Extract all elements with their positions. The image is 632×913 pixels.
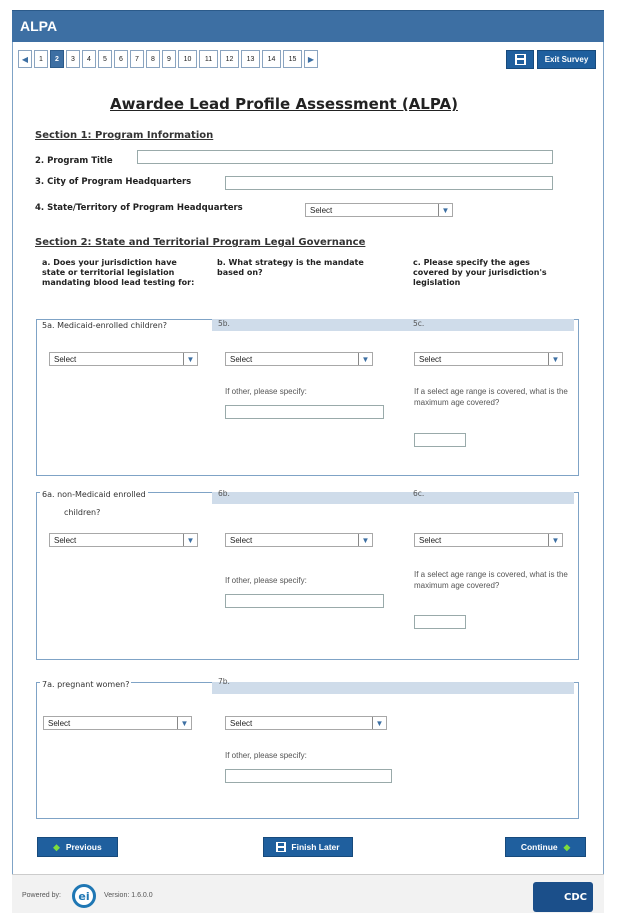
6c-select-value: Select xyxy=(419,535,442,545)
group-5a-label: 5a. Medicaid-enrolled children? xyxy=(42,321,168,330)
chevron-down-icon: ▼ xyxy=(183,353,197,365)
group-5b-label: 5b. xyxy=(218,319,230,328)
city-label: 3. City of Program Headquarters xyxy=(35,177,192,187)
page-title: Awardee Lead Profile Assessment (ALPA) xyxy=(110,95,458,113)
exit-survey-button[interactable]: Exit Survey xyxy=(537,50,596,69)
chevron-down-icon: ▼ xyxy=(548,353,562,365)
page-button-3[interactable]: 3 xyxy=(66,50,80,68)
page-button-8[interactable]: 8 xyxy=(146,50,160,68)
page-button-9[interactable]: 9 xyxy=(162,50,176,68)
state-label: 4. State/Territory of Program Headquarters xyxy=(35,203,243,213)
7b-select[interactable] xyxy=(225,716,387,730)
6b-other-input[interactable] xyxy=(225,594,384,608)
page-button-11[interactable]: 11 xyxy=(199,50,218,68)
5c-select-value: Select xyxy=(419,354,442,364)
pager-next-button[interactable] xyxy=(304,50,318,68)
group-7a-label: 7a. pregnant women? xyxy=(42,680,130,689)
floppy-disk-icon xyxy=(515,54,526,65)
page-navigator xyxy=(18,50,318,70)
5c-max-age-input[interactable] xyxy=(414,433,466,447)
group-6a-label: 6a. non-Medicaid enrolled xyxy=(42,490,146,499)
5c-max-age-label: If a select age range is covered, what is the maximum age covered? xyxy=(414,387,568,407)
page-button-13[interactable]: 13 xyxy=(241,50,260,68)
page-button-7[interactable]: 7 xyxy=(130,50,144,68)
arrow-left-icon: ◆ xyxy=(53,841,60,852)
previous-label: Previous xyxy=(65,842,102,852)
group-7-header-bar xyxy=(212,682,574,694)
6c-max-age-label: If a select age range is covered, what is the maximum age covered? xyxy=(414,570,568,590)
group-5c-label: 5c. xyxy=(413,319,425,328)
group-6-header-bar xyxy=(212,492,574,504)
column-b-header: b. What strategy is the mandate based on? xyxy=(217,258,364,277)
app-title: ALPA xyxy=(20,18,58,34)
5a-select-value: Select xyxy=(54,354,77,364)
section1-title: Section 1: Program Information xyxy=(35,130,214,141)
state-select[interactable] xyxy=(305,203,453,217)
cdc-logo xyxy=(533,882,593,912)
7b-select-value: Select xyxy=(230,718,253,728)
chevron-down-icon: ▼ xyxy=(358,534,372,546)
5b-other-input[interactable] xyxy=(225,405,384,419)
page-button-6[interactable]: 6 xyxy=(114,50,128,68)
save-button[interactable] xyxy=(506,50,534,69)
7a-select-value: Select xyxy=(48,718,71,728)
6c-select[interactable] xyxy=(414,533,563,547)
6a-select[interactable] xyxy=(49,533,198,547)
5b-select[interactable] xyxy=(225,352,373,366)
5b-other-label: If other, please specify: xyxy=(225,387,307,396)
chevron-down-icon: ▼ xyxy=(438,204,452,216)
page-button-4[interactable]: 4 xyxy=(82,50,96,68)
section2-title: Section 2: State and Territorial Program Legal Governance xyxy=(35,237,366,248)
chevron-down-icon: ▼ xyxy=(183,534,197,546)
page-button-15[interactable]: 15 xyxy=(283,50,302,68)
7b-other-label: If other, please specify: xyxy=(225,751,307,760)
group-7b-label: 7b. xyxy=(218,677,230,686)
6b-other-label: If other, please specify: xyxy=(225,576,307,585)
continue-button[interactable] xyxy=(505,837,586,857)
previous-button[interactable] xyxy=(37,837,118,857)
5c-select[interactable] xyxy=(414,352,563,366)
version-label: Version: 1.6.0.0 xyxy=(104,892,153,899)
6b-select-value: Select xyxy=(230,535,253,545)
group-5-header-bar xyxy=(212,319,574,331)
7b-other-input[interactable] xyxy=(225,769,392,783)
5a-select[interactable] xyxy=(49,352,198,366)
chevron-down-icon: ▼ xyxy=(372,717,386,729)
5b-select-value: Select xyxy=(230,354,253,364)
6c-max-age-input[interactable] xyxy=(414,615,466,629)
finish-later-label: Finish Later xyxy=(291,842,340,852)
finish-later-button[interactable] xyxy=(263,837,353,857)
page-button-12[interactable]: 12 xyxy=(220,50,239,68)
powered-by-label: Powered by: xyxy=(22,892,61,899)
column-a-header: a. Does your jurisdiction have state or territorial legislation mandating blood lead testing for: xyxy=(42,258,195,287)
floppy-disk-icon xyxy=(276,842,286,852)
7a-select[interactable] xyxy=(43,716,192,730)
triangle-left-icon: ◀ xyxy=(21,54,29,64)
group-6a-label-continued: children? xyxy=(64,508,101,517)
state-select-value: Select xyxy=(310,205,333,215)
page-button-1[interactable]: 1 xyxy=(34,50,48,68)
pager-prev-button[interactable] xyxy=(18,50,32,68)
program-title-label: 2. Program Title xyxy=(35,156,113,166)
chevron-down-icon: ▼ xyxy=(177,717,191,729)
group-7-panel xyxy=(36,682,579,819)
page-button-10[interactable]: 10 xyxy=(178,50,197,68)
cdc-logo-text: CDC xyxy=(564,891,587,903)
column-c-header: c. Please specify the ages covered by your jurisdiction's legislation xyxy=(413,258,547,287)
city-input[interactable] xyxy=(225,176,553,190)
page-button-2[interactable]: 2 xyxy=(50,50,64,68)
continue-label: Continue xyxy=(520,842,558,852)
arrow-right-icon: ◆ xyxy=(563,841,571,852)
page-button-5[interactable]: 5 xyxy=(98,50,112,68)
6b-select[interactable] xyxy=(225,533,373,547)
footer xyxy=(12,874,604,913)
page-button-14[interactable]: 14 xyxy=(262,50,281,68)
app-header xyxy=(12,10,604,42)
6a-select-value: Select xyxy=(54,535,77,545)
group-6b-label: 6b. xyxy=(218,489,230,498)
chevron-down-icon: ▼ xyxy=(548,534,562,546)
chevron-down-icon: ▼ xyxy=(358,353,372,365)
ei-logo: ei xyxy=(72,884,96,908)
triangle-right-icon: ▶ xyxy=(307,54,315,64)
group-6c-label: 6c. xyxy=(413,489,425,498)
program-title-input[interactable] xyxy=(137,150,553,164)
